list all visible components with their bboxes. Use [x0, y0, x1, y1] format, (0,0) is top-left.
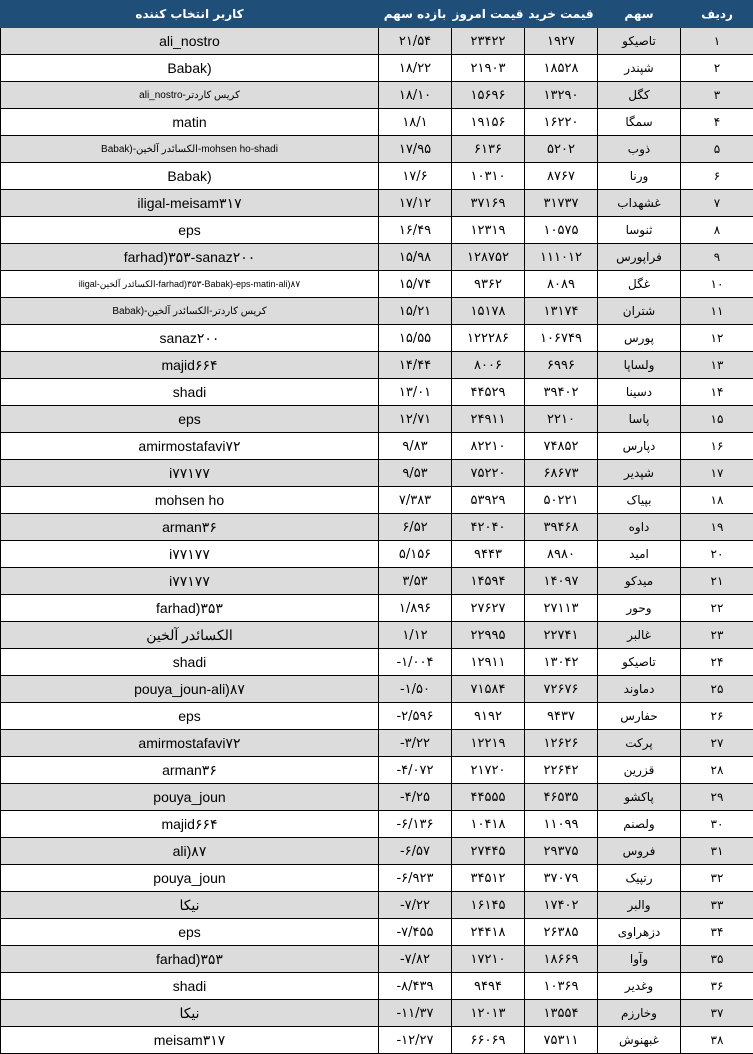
today-price-cell: ۴۴۵۵۵ — [452, 784, 525, 811]
today-price-cell: ۲۲۹۹۵ — [452, 622, 525, 649]
stock-cell: وآوا — [598, 946, 681, 973]
stock-cell: غشهداب — [598, 190, 681, 217]
row-number-cell: ۱۸ — [681, 487, 753, 514]
today-price-cell: ۴۴۵۲۹ — [452, 379, 525, 406]
user-cell: i۷۷۱۷۷ — [1, 541, 379, 568]
user-cell: arman۳۶ — [1, 757, 379, 784]
table-row — [1, 1027, 753, 1054]
user-cell: ali_nostro — [1, 28, 379, 55]
buy-price-cell: ۷۴۸۵۲ — [525, 433, 598, 460]
buy-price-cell: ۹۴۳۷ — [525, 703, 598, 730]
stock-cell: حفارس — [598, 703, 681, 730]
today-price-cell: ۲۱۷۲۰ — [452, 757, 525, 784]
return-cell: ۷/۳۸۳ — [379, 487, 452, 514]
buy-price-cell: ۶۹۹۶ — [525, 352, 598, 379]
stock-cell: شتران — [598, 298, 681, 325]
row-number-cell: ۸ — [681, 217, 753, 244]
buy-price-cell: ۱۱۰۹۹ — [525, 811, 598, 838]
return-cell: -۴/۲۵ — [379, 784, 452, 811]
return-cell: ۱/۱۲ — [379, 622, 452, 649]
table-row — [1, 244, 753, 271]
stock-cell: ولساپا — [598, 352, 681, 379]
user-cell: farhad)۳۵۳ — [1, 595, 379, 622]
stock-cell: کگل — [598, 82, 681, 109]
table-row — [1, 163, 753, 190]
row-number-cell: ۱۹ — [681, 514, 753, 541]
stock-cell: دزهراوی — [598, 919, 681, 946]
row-number-cell: ۱۳ — [681, 352, 753, 379]
user-cell: farhad)۳۵۳ — [1, 946, 379, 973]
return-cell: ۹/۵۳ — [379, 460, 452, 487]
buy-price-cell: ۳۹۴۶۸ — [525, 514, 598, 541]
stock-cell: قزرین — [598, 757, 681, 784]
user-cell: sanaz۲۰۰ — [1, 325, 379, 352]
table-row — [1, 298, 753, 325]
buy-price-cell: ۱۰۳۶۹ — [525, 973, 598, 1000]
row-number-cell: ۱۴ — [681, 379, 753, 406]
row-number-cell: ۵ — [681, 136, 753, 163]
user-cell: Babak) — [1, 55, 379, 82]
today-price-cell: ۶۶۰۶۹ — [452, 1027, 525, 1054]
table-row — [1, 460, 753, 487]
row-number-cell: ۱۵ — [681, 406, 753, 433]
header-today-price: قیمت امروز — [452, 1, 525, 28]
row-number-cell: ۲۴ — [681, 649, 753, 676]
table-row — [1, 811, 753, 838]
user-cell: shadi — [1, 973, 379, 1000]
table-row — [1, 379, 753, 406]
return-cell: ۱/۸۹۶ — [379, 595, 452, 622]
row-number-cell: ۲۶ — [681, 703, 753, 730]
user-cell: iligal-الکسائدر آلخین-farhad)۳۵۳-Babak)-eps-matin-ali)۸۷ — [1, 271, 379, 298]
row-number-cell: ۱۱ — [681, 298, 753, 325]
today-price-cell: ۸۰۰۶ — [452, 352, 525, 379]
today-price-cell: ۹۴۹۴ — [452, 973, 525, 1000]
stock-cell: وحور — [598, 595, 681, 622]
table-row — [1, 622, 753, 649]
return-cell: ۱۳/۰۱ — [379, 379, 452, 406]
table-row — [1, 676, 753, 703]
buy-price-cell: ۲۹۳۷۵ — [525, 838, 598, 865]
return-cell: -۷/۸۲ — [379, 946, 452, 973]
buy-price-cell: ۶۸۶۷۳ — [525, 460, 598, 487]
row-number-cell: ۳۵ — [681, 946, 753, 973]
return-cell: ۱۸/۲۲ — [379, 55, 452, 82]
today-price-cell: ۹۱۹۲ — [452, 703, 525, 730]
buy-price-cell: ۱۴۰۹۷ — [525, 568, 598, 595]
buy-price-cell: ۱۳۰۴۲ — [525, 649, 598, 676]
row-number-cell: ۴ — [681, 109, 753, 136]
table-row — [1, 28, 753, 55]
stock-cell: دسینا — [598, 379, 681, 406]
buy-price-cell: ۱۰۶۷۴۹ — [525, 325, 598, 352]
table-row — [1, 973, 753, 1000]
table-row — [1, 838, 753, 865]
table-row — [1, 1000, 753, 1027]
stock-cell: ورنا — [598, 163, 681, 190]
user-cell: eps — [1, 217, 379, 244]
today-price-cell: ۲۱۹۰۳ — [452, 55, 525, 82]
return-cell: ۱۵/۹۸ — [379, 244, 452, 271]
stock-cell: وخارزم — [598, 1000, 681, 1027]
buy-price-cell: ۲۲۷۴۱ — [525, 622, 598, 649]
buy-price-cell: ۱۱۱۰۱۲ — [525, 244, 598, 271]
buy-price-cell: ۱۸۵۲۸ — [525, 55, 598, 82]
today-price-cell: ۱۵۶۹۶ — [452, 82, 525, 109]
row-number-cell: ۳۴ — [681, 919, 753, 946]
return-cell: -۳/۲۲ — [379, 730, 452, 757]
return-cell: -۱/۰۰۴ — [379, 649, 452, 676]
today-price-cell: ۲۳۴۲۲ — [452, 28, 525, 55]
buy-price-cell: ۱۳۵۵۴ — [525, 1000, 598, 1027]
buy-price-cell: ۲۲۱۰ — [525, 406, 598, 433]
today-price-cell: ۱۲۹۱۱ — [452, 649, 525, 676]
stock-cell: دپارس — [598, 433, 681, 460]
buy-price-cell: ۳۹۴۰۲ — [525, 379, 598, 406]
row-number-cell: ۱۰ — [681, 271, 753, 298]
user-cell: i۷۷۱۷۷ — [1, 460, 379, 487]
row-number-cell: ۲۰ — [681, 541, 753, 568]
return-cell: ۲۱/۵۴ — [379, 28, 452, 55]
row-number-cell: ۲۱ — [681, 568, 753, 595]
user-cell: i۷۷۱۷۷ — [1, 568, 379, 595]
user-cell: matin — [1, 109, 379, 136]
row-number-cell: ۲۹ — [681, 784, 753, 811]
stock-cell: پورس — [598, 325, 681, 352]
user-cell: arman۳۶ — [1, 514, 379, 541]
stock-cell: ولصنم — [598, 811, 681, 838]
table-row — [1, 595, 753, 622]
today-price-cell: ۲۷۴۴۵ — [452, 838, 525, 865]
user-cell: ali_nostro-کریس کاردتر — [1, 82, 379, 109]
today-price-cell: ۱۰۴۱۸ — [452, 811, 525, 838]
table-row — [1, 568, 753, 595]
table-row — [1, 406, 753, 433]
stock-cell: دماوند — [598, 676, 681, 703]
user-cell: eps — [1, 919, 379, 946]
return-cell: ۱۵/۷۴ — [379, 271, 452, 298]
today-price-cell: ۱۶۱۴۵ — [452, 892, 525, 919]
return-cell: -۷/۲۲ — [379, 892, 452, 919]
row-number-cell: ۲۲ — [681, 595, 753, 622]
stock-cell: والبر — [598, 892, 681, 919]
today-price-cell: ۷۵۲۲۰ — [452, 460, 525, 487]
row-number-cell: ۱۲ — [681, 325, 753, 352]
stock-cell: فراپورس — [598, 244, 681, 271]
today-price-cell: ۲۷۶۲۷ — [452, 595, 525, 622]
table-row — [1, 865, 753, 892]
row-number-cell: ۶ — [681, 163, 753, 190]
stock-cell: ثنوسا — [598, 217, 681, 244]
stock-cell: وغدیر — [598, 973, 681, 1000]
row-number-cell: ۳۰ — [681, 811, 753, 838]
today-price-cell: ۵۳۹۲۹ — [452, 487, 525, 514]
buy-price-cell: ۱۰۵۷۵ — [525, 217, 598, 244]
today-price-cell: ۱۲۲۲۸۶ — [452, 325, 525, 352]
buy-price-cell: ۱۸۶۶۹ — [525, 946, 598, 973]
stock-cell: غبهنوش — [598, 1027, 681, 1054]
today-price-cell: ۱۵۱۷۸ — [452, 298, 525, 325]
buy-price-cell: ۸۰۸۹ — [525, 271, 598, 298]
row-number-cell: ۳۶ — [681, 973, 753, 1000]
row-number-cell: ۳۲ — [681, 865, 753, 892]
user-cell: farhad)۳۵۳-sanaz۲۰۰ — [1, 244, 379, 271]
table-row — [1, 325, 753, 352]
return-cell: ۱۸/۱ — [379, 109, 452, 136]
table-row — [1, 703, 753, 730]
return-cell: ۱۲/۷۱ — [379, 406, 452, 433]
user-cell: eps — [1, 406, 379, 433]
return-cell: -۷/۴۵۵ — [379, 919, 452, 946]
today-price-cell: ۶۱۳۶ — [452, 136, 525, 163]
return-cell: ۹/۸۳ — [379, 433, 452, 460]
today-price-cell: ۹۴۴۳ — [452, 541, 525, 568]
user-cell: نیکا — [1, 1000, 379, 1027]
table-row — [1, 757, 753, 784]
stock-cell: پاکشو — [598, 784, 681, 811]
table-body — [1, 28, 753, 1054]
row-number-cell: ۳۱ — [681, 838, 753, 865]
header-row-number: ردیف — [681, 1, 753, 28]
row-number-cell: ۲۷ — [681, 730, 753, 757]
buy-price-cell: ۱۳۲۹۰ — [525, 82, 598, 109]
stock-cell: سمگا — [598, 109, 681, 136]
table-row — [1, 136, 753, 163]
today-price-cell: ۱۲۲۱۹ — [452, 730, 525, 757]
row-number-cell: ۳۳ — [681, 892, 753, 919]
today-price-cell: ۲۴۹۱۱ — [452, 406, 525, 433]
table-row — [1, 271, 753, 298]
return-cell: ۱۷/۹۵ — [379, 136, 452, 163]
stock-cell: غگل — [598, 271, 681, 298]
row-number-cell: ۲۸ — [681, 757, 753, 784]
today-price-cell: ۱۷۲۱۰ — [452, 946, 525, 973]
return-cell: -۶/۹۲۳ — [379, 865, 452, 892]
row-number-cell: ۱۶ — [681, 433, 753, 460]
buy-price-cell: ۳۷۰۷۹ — [525, 865, 598, 892]
today-price-cell: ۹۳۶۲ — [452, 271, 525, 298]
return-cell: ۱۸/۱۰ — [379, 82, 452, 109]
stock-cell: پرکت — [598, 730, 681, 757]
row-number-cell: ۳ — [681, 82, 753, 109]
buy-price-cell: ۱۷۴۰۲ — [525, 892, 598, 919]
table-row — [1, 784, 753, 811]
today-price-cell: ۳۷۱۶۹ — [452, 190, 525, 217]
header-row — [1, 1, 753, 28]
buy-price-cell: ۱۶۲۲۰ — [525, 109, 598, 136]
row-number-cell: ۲۵ — [681, 676, 753, 703]
return-cell: -۶/۵۷ — [379, 838, 452, 865]
user-cell: eps — [1, 703, 379, 730]
buy-price-cell: ۲۲۶۴۲ — [525, 757, 598, 784]
user-cell: majid۶۶۴ — [1, 811, 379, 838]
header-users: کاربر انتخاب کننده — [1, 1, 379, 28]
user-cell: نیکا — [1, 892, 379, 919]
stock-cell: میدکو — [598, 568, 681, 595]
user-cell: iligal-meisam۳۱۷ — [1, 190, 379, 217]
return-cell: ۶/۵۲ — [379, 514, 452, 541]
stock-cell: بپیاک — [598, 487, 681, 514]
user-cell: Babak)-الکسائدر آلخین-mohsen ho-shadi — [1, 136, 379, 163]
user-cell: shadi — [1, 379, 379, 406]
buy-price-cell: ۲۷۱۱۳ — [525, 595, 598, 622]
return-cell: ۱۴/۴۴ — [379, 352, 452, 379]
today-price-cell: ۲۴۴۱۸ — [452, 919, 525, 946]
header-stock: سهم — [598, 1, 681, 28]
table-row — [1, 217, 753, 244]
buy-price-cell: ۵۲۰۲ — [525, 136, 598, 163]
return-cell: ۳/۵۳ — [379, 568, 452, 595]
table-row — [1, 892, 753, 919]
stock-cell: غالبر — [598, 622, 681, 649]
buy-price-cell: ۷۲۶۷۶ — [525, 676, 598, 703]
table-row — [1, 946, 753, 973]
table-row — [1, 487, 753, 514]
return-cell: -۶/۱۳۶ — [379, 811, 452, 838]
return-cell: -۴/۰۷۲ — [379, 757, 452, 784]
row-number-cell: ۱ — [681, 28, 753, 55]
today-price-cell: ۳۴۵۱۲ — [452, 865, 525, 892]
stock-cell: شپدیر — [598, 460, 681, 487]
table-row — [1, 190, 753, 217]
buy-price-cell: ۳۱۷۳۷ — [525, 190, 598, 217]
buy-price-cell: ۴۶۵۳۵ — [525, 784, 598, 811]
table-row — [1, 55, 753, 82]
return-cell: -۱/۵۰ — [379, 676, 452, 703]
buy-price-cell: ۵۰۲۲۱ — [525, 487, 598, 514]
row-number-cell: ۷ — [681, 190, 753, 217]
today-price-cell: ۱۴۵۹۴ — [452, 568, 525, 595]
stock-cell: ذوب — [598, 136, 681, 163]
user-cell: mohsen ho — [1, 487, 379, 514]
return-cell: ۱۶/۴۹ — [379, 217, 452, 244]
today-price-cell: ۱۲۸۷۵۲ — [452, 244, 525, 271]
today-price-cell: ۱۲۳۱۹ — [452, 217, 525, 244]
buy-price-cell: ۲۶۳۸۵ — [525, 919, 598, 946]
stock-cell: رتپیک — [598, 865, 681, 892]
return-cell: -۸/۴۳۹ — [379, 973, 452, 1000]
user-cell: pouya_joun — [1, 784, 379, 811]
today-price-cell: ۷۱۵۸۴ — [452, 676, 525, 703]
stock-cell: فروس — [598, 838, 681, 865]
user-cell: meisam۳۱۷ — [1, 1027, 379, 1054]
table-row — [1, 109, 753, 136]
user-cell: amirmostafavi۷۲ — [1, 730, 379, 757]
stock-cell: شپندر — [598, 55, 681, 82]
table-row — [1, 433, 753, 460]
row-number-cell: ۲۳ — [681, 622, 753, 649]
return-cell: ۱۷/۱۲ — [379, 190, 452, 217]
user-cell: pouya_joun-ali)۸۷ — [1, 676, 379, 703]
return-cell: ۱۵/۲۱ — [379, 298, 452, 325]
return-cell: -۱۱/۳۷ — [379, 1000, 452, 1027]
buy-price-cell: ۱۲۶۲۶ — [525, 730, 598, 757]
today-price-cell: ۱۹۱۵۶ — [452, 109, 525, 136]
stock-cell: داوه — [598, 514, 681, 541]
return-cell: ۵/۱۵۶ — [379, 541, 452, 568]
header-buy-price: قیمت خرید — [525, 1, 598, 28]
return-cell: -۲/۵۹۶ — [379, 703, 452, 730]
return-cell: -۱۲/۲۷ — [379, 1027, 452, 1054]
return-cell: ۱۷/۶ — [379, 163, 452, 190]
header-return: بازده سهم — [379, 1, 452, 28]
row-number-cell: ۳۷ — [681, 1000, 753, 1027]
buy-price-cell: ۸۷۶۷ — [525, 163, 598, 190]
today-price-cell: ۱۰۳۱۰ — [452, 163, 525, 190]
buy-price-cell: ۸۹۸۰ — [525, 541, 598, 568]
today-price-cell: ۴۲۰۴۰ — [452, 514, 525, 541]
table-row — [1, 919, 753, 946]
user-cell: shadi — [1, 649, 379, 676]
table-row — [1, 541, 753, 568]
stock-cell: تاصیکو — [598, 649, 681, 676]
table-row — [1, 82, 753, 109]
today-price-cell: ۱۲۰۱۳ — [452, 1000, 525, 1027]
table-row — [1, 649, 753, 676]
row-number-cell: ۱۷ — [681, 460, 753, 487]
user-cell: majid۶۶۴ — [1, 352, 379, 379]
table-row — [1, 352, 753, 379]
return-cell: ۱۵/۵۵ — [379, 325, 452, 352]
stock-cell: تاصیکو — [598, 28, 681, 55]
today-price-cell: ۸۲۲۱۰ — [452, 433, 525, 460]
user-cell: Babak)-کریس کاردتر-الکسائدر آلخین — [1, 298, 379, 325]
user-cell: pouya_joun — [1, 865, 379, 892]
buy-price-cell: ۷۵۳۱۱ — [525, 1027, 598, 1054]
buy-price-cell: ۱۳۱۷۴ — [525, 298, 598, 325]
row-number-cell: ۲ — [681, 55, 753, 82]
stock-cell: امید — [598, 541, 681, 568]
row-number-cell: ۹ — [681, 244, 753, 271]
buy-price-cell: ۱۹۲۷ — [525, 28, 598, 55]
stock-cell: پاسا — [598, 406, 681, 433]
row-number-cell: ۳۸ — [681, 1027, 753, 1054]
user-cell: amirmostafavi۷۲ — [1, 433, 379, 460]
user-cell: الکسائدر آلخین — [1, 622, 379, 649]
table-row — [1, 730, 753, 757]
user-cell: Babak) — [1, 163, 379, 190]
table-row — [1, 514, 753, 541]
user-cell: ali)۸۷ — [1, 838, 379, 865]
